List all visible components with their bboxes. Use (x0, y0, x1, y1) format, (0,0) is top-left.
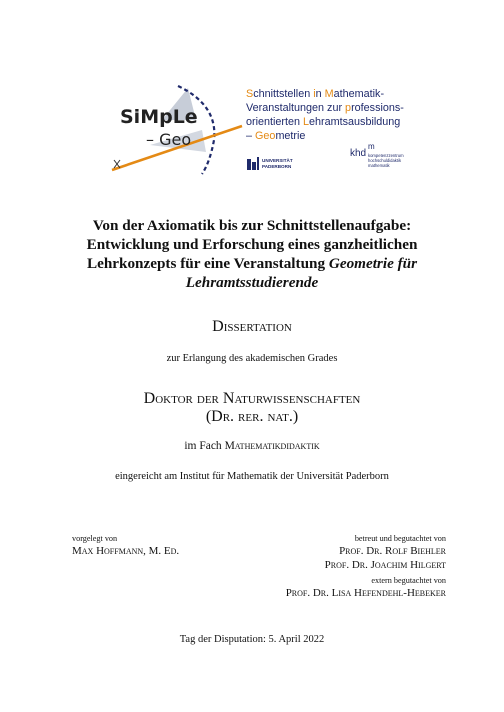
title-line-4 (0, 273, 504, 292)
author-name: Max Hoffmann, M. Ed. (72, 545, 180, 557)
khdm-label: khd (350, 148, 367, 159)
title-line-1: Von der Axiomatik bis zur Schnittstellenaufgabe: (92, 217, 412, 234)
logo-geo-text: – Geo (146, 130, 192, 149)
khdm-line3: mathematik (368, 163, 390, 168)
tagline-line-2: Veranstaltungen zur professions- (246, 102, 404, 114)
tagline-line-1: Schnittstellen in Mathematik- (246, 88, 385, 100)
field-name: Mathematikdidaktik (224, 440, 320, 452)
presented-by-label: vorgelegt von (72, 534, 118, 543)
defense-date: Tag der Disputation: 5. April 2022 (179, 634, 325, 645)
logo-simple-text: SiMpLe (120, 106, 198, 128)
supervisor-2: Prof. Dr. Joachim Hilgert (324, 559, 446, 571)
tagline-line-3: orientierten Lehramtsausbildung (246, 116, 401, 128)
university-emblem-icon (246, 157, 260, 171)
supervised-by-label: betreut und begutachtet von (354, 534, 446, 543)
university-name-line2: PADERBORN (262, 164, 292, 169)
title-line-3-italic: Geometrie für (328, 255, 418, 272)
university-logo (246, 156, 316, 174)
simple-geo-logo (110, 80, 410, 180)
degree-title: Doktor der Naturwissenschaften (143, 390, 361, 407)
university-name-line1: UNIVERSITÄT (262, 158, 293, 163)
logo-tagline (246, 87, 426, 143)
supervisor-1: Prof. Dr. Rolf Biehler (339, 545, 446, 557)
tagline-line-4: – Geometrie (246, 130, 306, 142)
khdm-superscript: m (368, 142, 375, 151)
title-line-4-italic: Lehramtsstudierende (185, 274, 319, 291)
thesis-title (0, 216, 504, 292)
external-reviewer: Prof. Dr. Lisa Hefendehl-Hebeker (285, 587, 446, 599)
doc-type: Dissertation (212, 318, 292, 335)
khdm-logo (350, 144, 410, 174)
title-line-3 (0, 254, 504, 273)
field-line (0, 440, 504, 452)
submitted-text: eingereicht am Institut für Mathematik der Universität Paderborn (115, 471, 389, 482)
title-line-3-plain: Lehrkonzepts für eine Veranstaltung (86, 255, 329, 272)
degree-abbrev: (Dr. rer. nat.) (205, 408, 299, 425)
khdm-line2: hochschuldidaktik (368, 158, 402, 163)
title-line-2: Entwicklung und Erforschung eines ganzheitlichen (86, 236, 418, 253)
purpose-text: zur Erlangung des akademischen Grades (166, 353, 338, 364)
external-reviewer-label: extern begutachtet von (371, 576, 446, 585)
field-prefix: im Fach (184, 440, 225, 452)
khdm-line1: kompetenzzentrum (368, 153, 404, 158)
